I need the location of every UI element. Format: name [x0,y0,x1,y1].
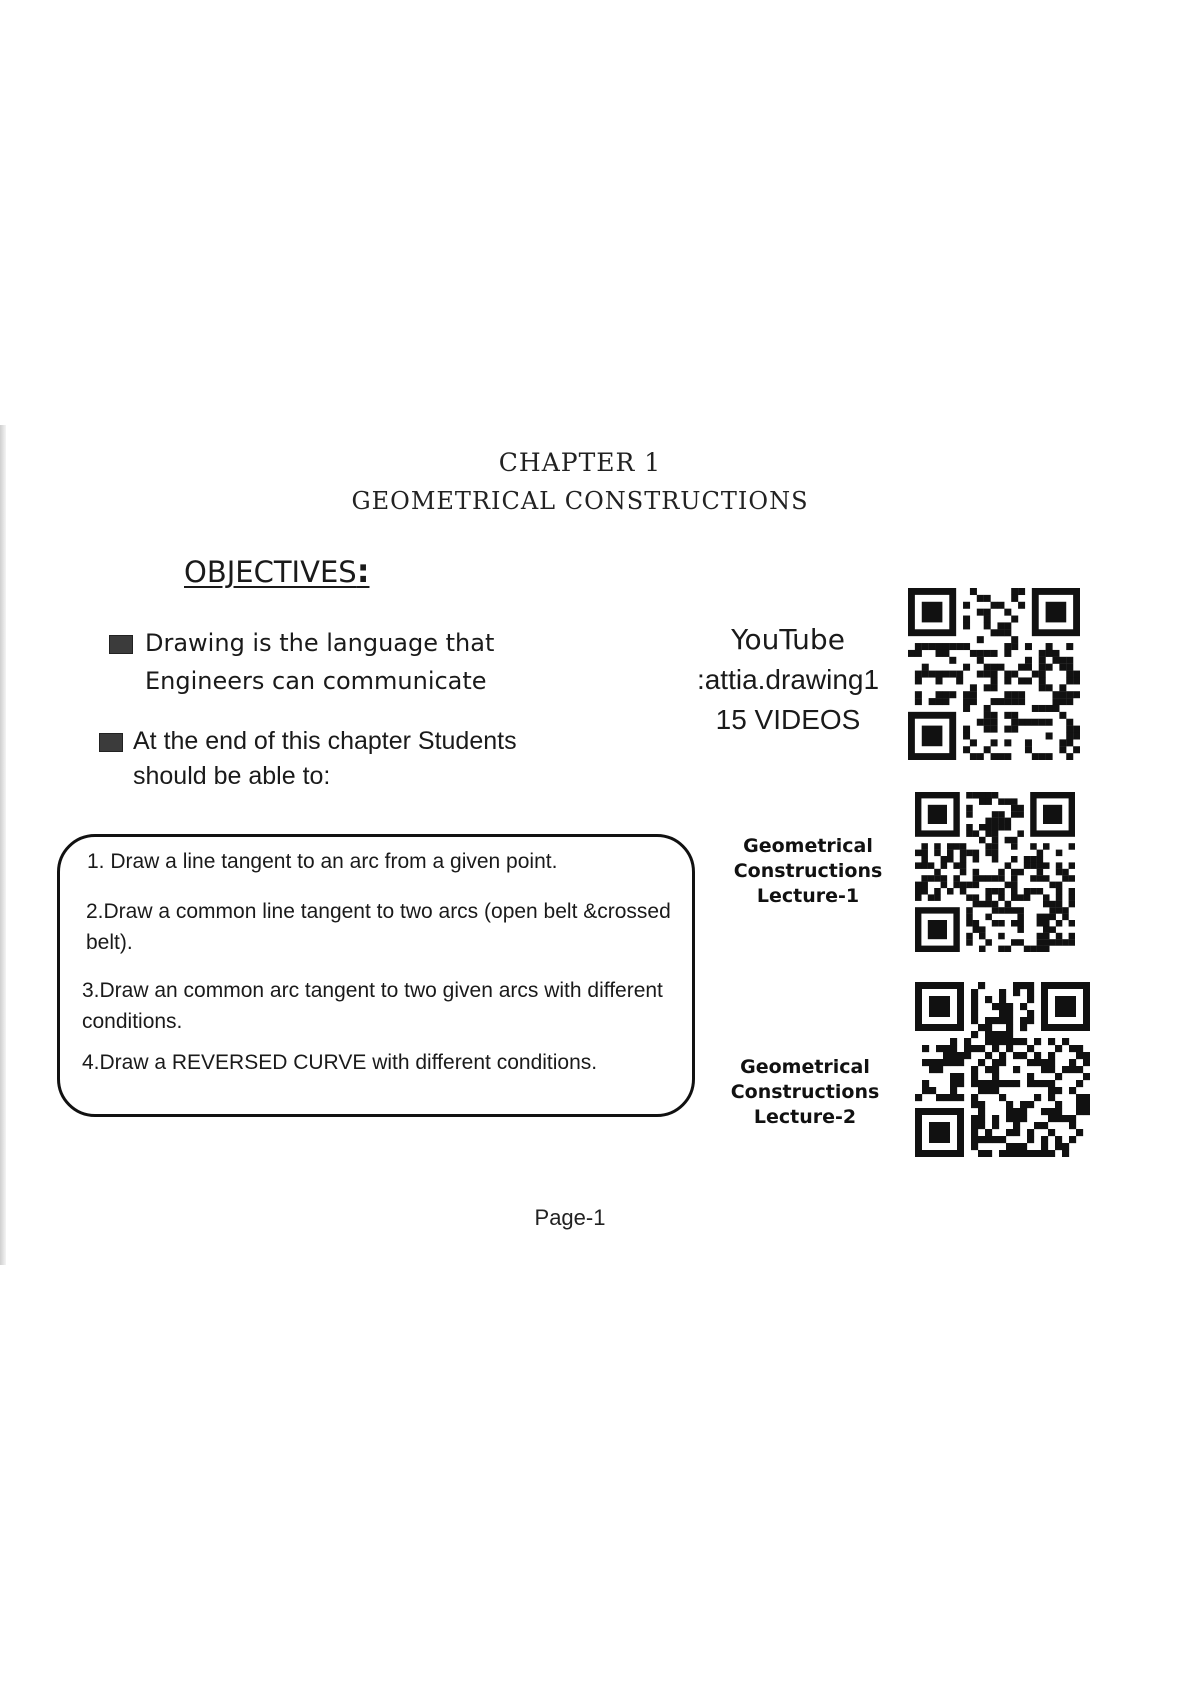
chapter-subtitle: GEOMETRICAL CONSTRUCTIONS [351,487,809,515]
lecture-label-line: Lecture-1 [756,885,860,907]
lecture-label-line: Geometrical [743,835,873,857]
outcome-item: 2.Draw a common line tangent to two arcs (open belt &crossed belt). [86,900,671,954]
objectives-heading-text: OBJECTIVES [184,555,357,589]
lecture-1-label [713,834,903,909]
lecture-label-line: Lecture-2 [753,1106,857,1128]
page-number: Page-1 [534,1205,606,1230]
objective-bullet-line: should be able to: [133,762,331,790]
objectives-heading [184,552,369,590]
objective-bullet [133,724,517,794]
youtube-video-count: 15 VIDEOS [715,704,861,735]
lecture-1-qr-code-icon[interactable] [915,792,1075,952]
outcome-item: 4.Draw a REVERSED CURVE with different conditions. [82,1051,598,1074]
qr-code-icon [915,792,1075,952]
youtube-info [668,620,908,740]
square-bullet-icon [109,635,133,654]
square-bullet-icon [99,733,123,752]
scan-edge-shadow [0,425,6,1265]
objective-bullet-line: At the end of this chapter Students [133,727,517,755]
lecture-label-line: Constructions [733,860,883,882]
chapter-title: CHAPTER 1 [498,448,662,477]
qr-code-icon [908,588,1080,760]
lecture-label-line: Geometrical [740,1056,870,1078]
objectives-heading-colon: : [356,552,370,590]
qr-code-icon [915,982,1090,1157]
objective-bullet-line: Drawing is the language that [145,629,495,657]
objective-bullet [145,624,494,700]
youtube-handle: :attia.drawing1 [696,664,880,695]
outcome-item: 1. Draw a line tangent to an arc from a given point. [87,850,558,873]
outcome-item: 3.Draw an common arc tangent to two given arcs with different conditions. [82,979,663,1033]
lecture-2-label [710,1055,900,1130]
lecture-2-qr-code-icon[interactable] [915,982,1090,1157]
lecture-label-line: Constructions [730,1081,880,1103]
youtube-qr-code-icon[interactable] [908,588,1080,760]
objective-bullet-line: Engineers can communicate [145,667,487,695]
youtube-title: YouTube [731,623,845,656]
